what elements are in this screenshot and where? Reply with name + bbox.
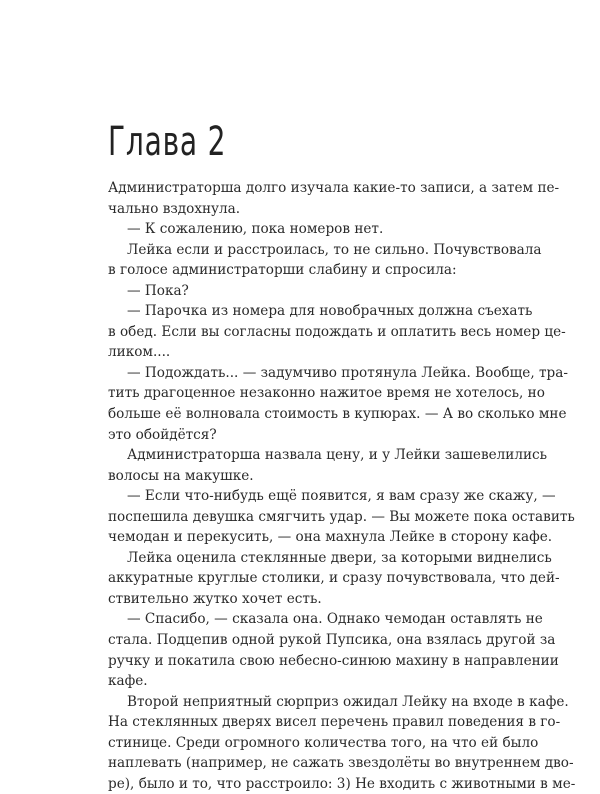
- text-line: — Подождать... — задумчиво протянула Лейка. Вообще, тра-: [127, 364, 568, 381]
- text-line: — Парочка из номера для новобрачных должна съехать: [127, 303, 533, 320]
- text-line: Администраторша долго изучала какие-то записи, а затем пе-: [108, 180, 560, 196]
- text-line: это обойдётся?: [108, 426, 217, 443]
- text-line: — Пока?: [127, 282, 189, 299]
- text-line: в обед. Если вы согласны подождать и оплатить весь номер це-: [108, 323, 566, 340]
- text-line: поспешила девушка смягчить удар. — Вы можете пока оставить: [108, 508, 575, 525]
- text-line: Лейка если и расстроилась, то не сильно. Почувствовала: [127, 241, 542, 258]
- text-line: в голосе администраторши слабину и спросила:: [108, 262, 457, 279]
- text-line: — Если что-нибудь ещё появится, я вам сразу же скажу, —: [127, 488, 556, 505]
- chapter-body-text: [108, 178, 576, 794]
- text-line: наплевать (например, не сажать звездолёты во внутреннем дво-: [108, 755, 574, 772]
- text-line: волосы на макушке.: [108, 467, 254, 484]
- text-line: кафе.: [108, 673, 148, 690]
- text-line: больше её волновала стоимость в купюрах. — А во сколько мне: [108, 406, 567, 423]
- text-line: аккуратные круглые столики, и сразу почувствовала, что дей-: [108, 570, 560, 587]
- text-line: ствительно жутко хочет есть.: [108, 590, 322, 607]
- text-line: чально вздохнула.: [108, 200, 241, 217]
- text-line: Лейка оценила стеклянные двери, за которыми виднелись: [127, 549, 552, 566]
- text-line: стала. Подцепив одной рукой Пупсика, она взялась другой за: [108, 632, 556, 649]
- chapter-title: Глава 2: [108, 119, 227, 165]
- text-line: тить драгоценное незаконно нажитое время не хотелось, но: [108, 385, 545, 402]
- text-line: Администраторша назвала цену, и у Лейки зашевелились: [127, 447, 548, 464]
- text-line: стинице. Среди огромного количества того, на что ей было: [108, 734, 539, 751]
- text-line: — К сожалению, пока номеров нет.: [127, 221, 384, 238]
- text-line: чемодан и перекусить, — она махнула Лейке в сторону кафе.: [108, 529, 553, 546]
- text-line: На стеклянных дверях висел перечень правил поведения в го-: [108, 714, 561, 731]
- text-line: Второй неприятный сюрприз ожидал Лейку на входе в кафе.: [127, 693, 569, 710]
- text-line: ручку и покатила свою небесно-синюю махину в направлении: [108, 652, 559, 669]
- text-line: ре), было и то, что расстроило: 3) Не входить с животными в ме-: [108, 775, 576, 792]
- text-line: — Спасибо, — сказала она. Однако чемодан оставлять не: [127, 611, 543, 628]
- text-line: ликом....: [108, 344, 171, 361]
